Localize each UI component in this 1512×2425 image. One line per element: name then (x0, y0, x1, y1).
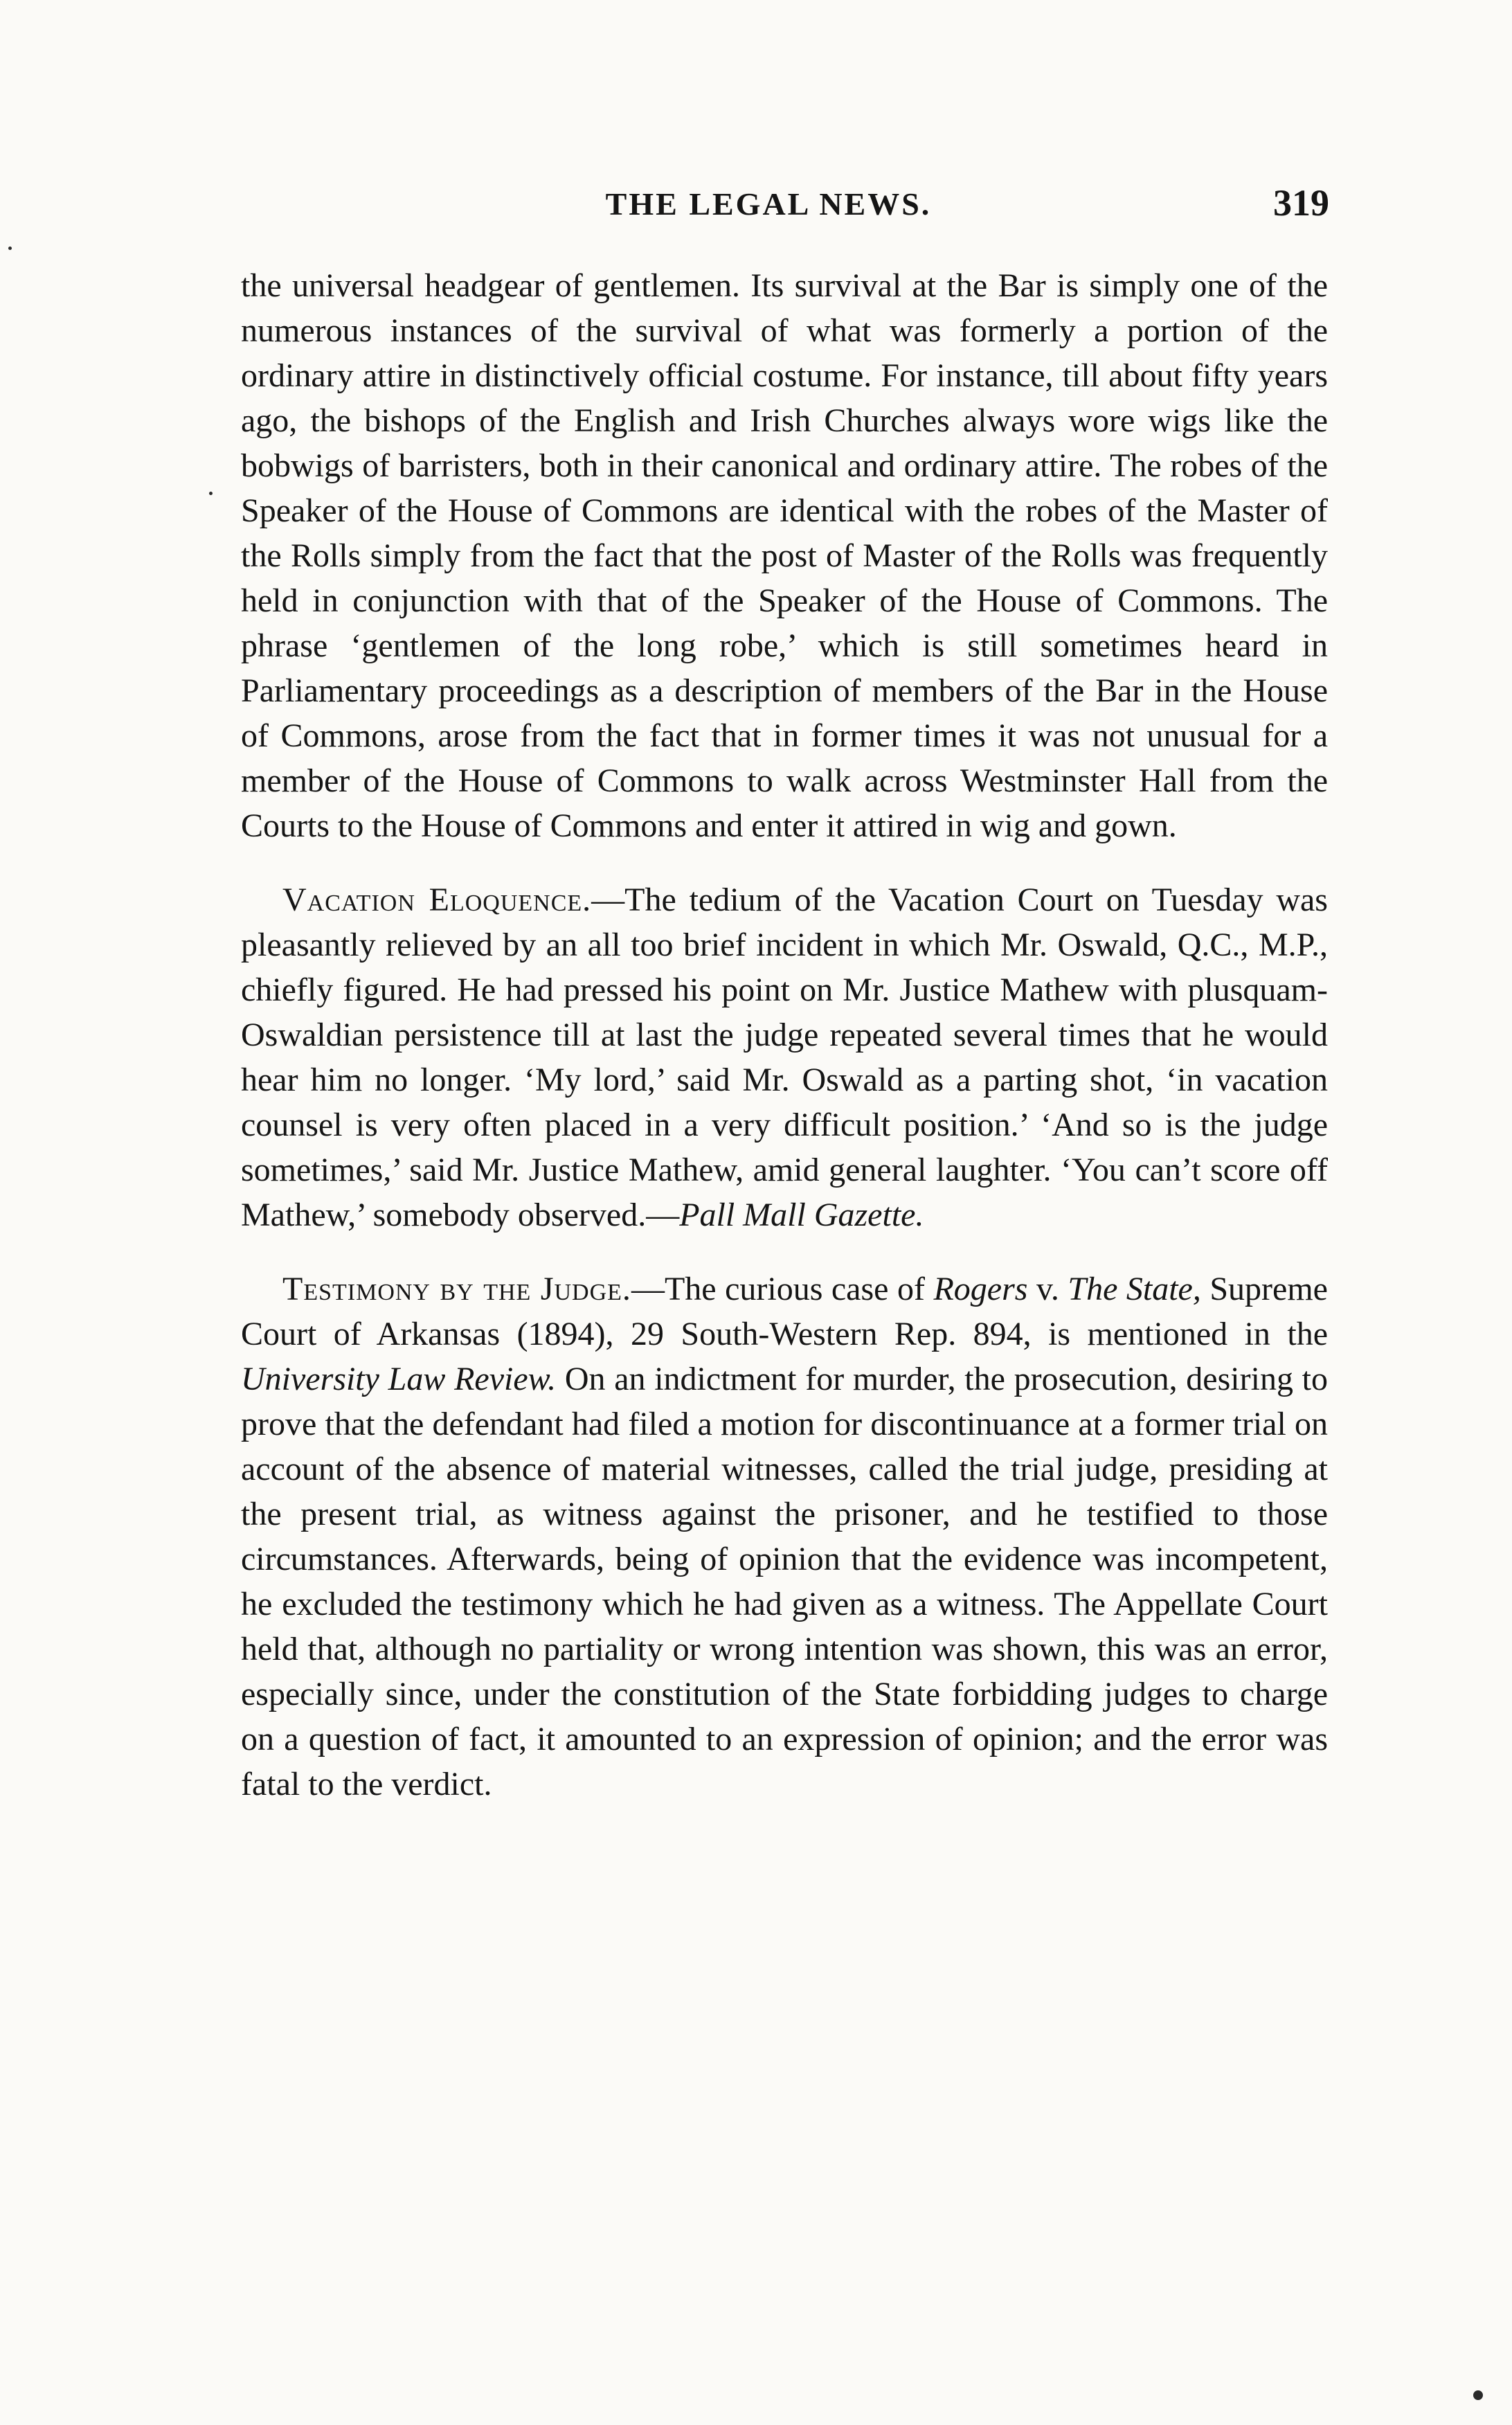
paragraph-text: v. (1027, 1271, 1068, 1307)
ink-speck (209, 492, 213, 495)
ink-speck (8, 247, 12, 250)
section-heading-vacation-eloquence: Vacation Eloquence. (282, 882, 592, 918)
paragraph-testimony-by-judge (241, 1267, 1328, 1807)
running-title: THE LEGAL NEWS. (605, 186, 932, 222)
source-citation: Pall Mall Gazette. (679, 1197, 924, 1233)
running-header (249, 182, 1343, 234)
journal-citation: University Law Review. (241, 1361, 557, 1397)
article-body (241, 263, 1328, 1836)
paragraph-wigs-and-robes: the universal headgear of gentlemen. Its survival at the Bar is simply one of the numerous instances of the survival of what was formerly a portion of the ordinary attire in distinctively official costume. For instance, till about fifty years ago, the bishops of the English and Irish Churches always wore wigs like the bobwigs of barristers, both in their canonical and ordinary attire. The robes of the Speaker of the House of Commons are identical with the robes of the Master of the Rolls simply from the fact that the post of Master of the Rolls was frequently held in conjunction with that of the Speaker of the House of Commons. The phrase ‘gentlemen of the long robe,’ which is still sometimes heard in Parliamentary proceedings as a description of members of the Bar in the House of Commons, arose from the fact that in former times it was not unusual for a member of the House of Commons to walk across Westminster Hall from the Courts to the House of Commons and enter it attired in wig and gown. (241, 267, 1328, 844)
ink-speck (1473, 2390, 1483, 2400)
case-name-party-b: The State, (1068, 1271, 1201, 1307)
page-number: 319 (1273, 182, 1329, 224)
paragraph-text: —The tedium of the Vacation Court on Tuesday was pleasantly relieved by an all too brief incident in which Mr. Oswald, Q.C., M.P., chiefly figured. He had pressed his point on Mr. Justice Mathew with plusquam-Oswaldian persistence till at last the judge repeated several times that he would hear him no longer. ‘My lord,’ said Mr. Oswald as a parting shot, ‘in vacation counsel is very often placed in a very difficult position.’ ‘And so is the judge sometimes,’ said Mr. Justice Mathew, amid general laughter. ‘You can’t score off Mathew,’ somebody observed.— (241, 882, 1328, 1233)
case-name-party-a: Rogers (933, 1271, 1028, 1307)
paragraph-text: —The curious case of (631, 1271, 934, 1307)
paragraph-vacation-eloquence (241, 877, 1328, 1237)
paragraph-text: Supreme Court of Arkansas (1894), 29 South-Western Rep. 894, is mentioned in the (241, 1271, 1328, 1352)
paragraph-text: On an indictment for murder, the prosecution, desiring to prove that the defendant had filed a motion for discontinuance at a former trial on account of the absence of material witnesses, called the trial judge, presiding at the present trial, as witness against the prisoner, and he testified to those circumstances. Afterwards, being of opinion that the evidence was incompetent, he excluded the testimony which he had given as a witness. The Appellate Court held that, although no partiality or wrong intention was shown, this was an error, especially since, under the constitution of the State forbidding judges to charge on a question of fact, it amounted to an expression of opinion; and the error was fatal to the verdict. (241, 1361, 1328, 1802)
section-heading-testimony-by-judge: Testimony by the Judge. (282, 1271, 631, 1307)
